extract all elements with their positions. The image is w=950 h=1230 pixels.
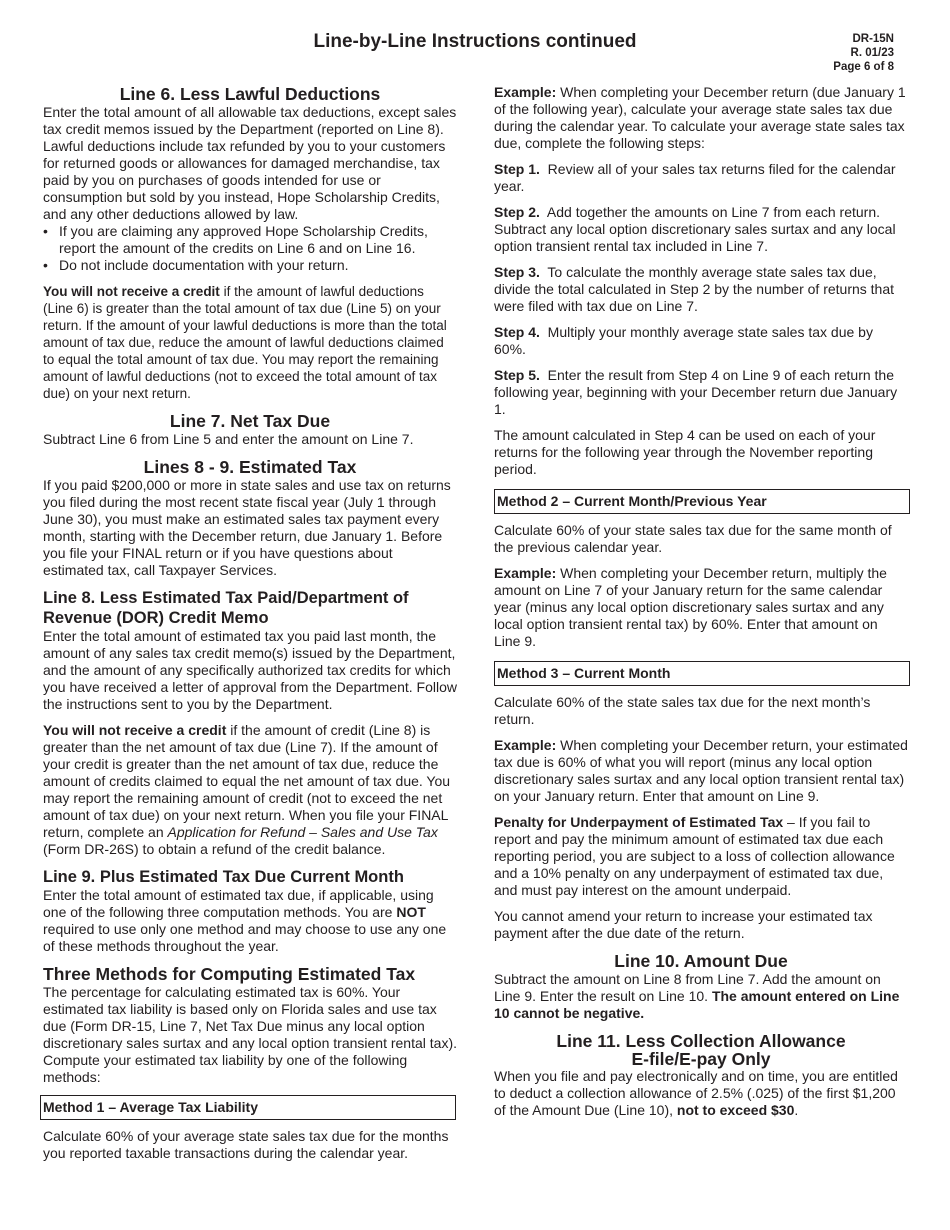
step1	[494, 161, 908, 195]
form-identifier	[833, 32, 894, 74]
penalty-text: – If you fail to report and pay the minimum amount of estimated tax due each reporting period, you are subject to a loss of collection allowance and a 10% penalty on any underpayment of estimated tax due, and must pay interest on the amount underpaid.	[494, 814, 895, 898]
three-methods-paragraph: The percentage for calculating estimated tax is 60%. Your estimated tax liability is based only on Florida sales and use tax due (Form DR-15, Line 7, Net Tax Due minus any local option discretionary sales surtax and any local option transient rental tax). Compute your estimated tax liability by one of the following methods:	[43, 984, 457, 1085]
line9-text-a: Enter the total amount of estimated tax due, if applicable, using one of the following three computation methods. You are	[43, 887, 434, 920]
line11-text: When you file and pay electronically and on time, you are entitled to deduct a collection allowance of 2.5% (.025) of the first $1,200 of the Amount Due (Line 10),	[494, 1068, 898, 1118]
method1-paragraph: Calculate 60% of your average state sales tax due for the months you reported taxable transactions during the calendar year.	[43, 1128, 449, 1161]
line6-bullet-documentation: • Do not include documentation with your return.	[59, 257, 457, 274]
example1-text: When completing your December return (due January 1 of the following year), calculate your average state sales tax due during the calendar year. To calculate your average state sales tax due, complete the following steps:	[494, 84, 906, 151]
line9-heading: Line 9. Plus Estimated Tax Due Current Month	[43, 868, 404, 886]
line9-text-b: required to use only one method and may choose to use any one of these methods throughout the year.	[43, 921, 447, 954]
left-column	[43, 84, 457, 1171]
line7-paragraph: Subtract Line 6 from Line 5 and enter the amount on Line 7.	[43, 431, 414, 447]
line6-paragraph: Enter the total amount of all allowable tax deductions, except sales tax credit memos issued by the Department (reported on Line 8). Lawful deductions include tax refunded by you to your customers for returned goods or allowances for damaged merchandise, tax paid by you on purchases of goods intended for use or consumption but sold by you instead, Hope Scholarship Credits, and any other deductions allowed by law.	[43, 104, 457, 222]
line8-paragraph: Enter the total amount of estimated tax you paid last month, the amount of any sales tax credit memo(s) issued by the Department, and the amount of any specifically authorized tax credits for which you have received a letter of approval from the Department. Follow the instructions sent to you by the Department.	[43, 628, 457, 712]
line6-heading: Line 6. Less Lawful Deductions	[119, 84, 381, 104]
method1-box: Method 1 – Average Tax Liability	[40, 1095, 456, 1120]
line8-credit-note-text: if the amount of credit (Line 8) is greater than the net amount of tax due (Line 7). If the amount of your credit is greater than the net amount of tax due, reduce the amount of credits claimed to equal the net amount of tax due. You may report the remaining amount of credit (not to exceed the net amount of tax due) on your next return. When you file your FINAL return, complete an	[43, 722, 451, 840]
method1-example	[494, 84, 908, 152]
method2-box: Method 2 – Current Month/Previous Year	[494, 489, 910, 514]
line8-credit-note	[43, 722, 457, 858]
step2-text: Add together the amounts on Line 7 from each return. Subtract any local option discretionary sales surtax and any local option transient rental tax included in Line 7.	[494, 204, 900, 254]
line6-bullet-list	[43, 223, 457, 274]
step3-text: To calculate the monthly average state sales tax due, divide the total calculated in Step 2 by the number of returns that were filed with tax due on Line 7.	[494, 264, 898, 314]
step-note: The amount calculated in Step 4 can be used on each of your returns for the following year through the November reporting period.	[494, 427, 876, 477]
example1-label: Example:	[494, 84, 557, 100]
step5	[494, 367, 908, 418]
line8-credit-note-bold: You will not receive a credit	[43, 722, 227, 738]
line11-heading-line1: Line 11. Less Collection Allowance	[556, 1031, 846, 1051]
example2-label: Example:	[494, 565, 557, 581]
form-number: DR-15N	[852, 33, 894, 45]
line11-paragraph	[494, 1068, 908, 1119]
line6-credit-note-bold: You will not receive a credit	[43, 284, 220, 299]
method3-paragraph: Calculate 60% of the state sales tax due for the next month’s return.	[494, 694, 871, 727]
line10-warning: The amount entered on Line 10 cannot be negative.	[494, 988, 900, 1021]
example3-label: Example:	[494, 737, 557, 753]
line7-heading: Line 7. Net Tax Due	[169, 411, 331, 431]
method2-paragraph: Calculate 60% of your state sales tax due for the same month of the previous calendar year.	[494, 522, 892, 555]
step4-text: Multiply your monthly average state sales tax due by 60%.	[494, 324, 877, 357]
page-number: Page 6 of 8	[833, 61, 894, 73]
line6-bullet-hope-scholarship: • If you are claiming any approved Hope Scholarship Credits, report the amount of the credits on Line 6 and on Line 16.	[59, 223, 457, 257]
step3-label: Step 3.	[494, 264, 540, 280]
refund-form-title: Application for Refund – Sales and Use Tax	[167, 824, 438, 840]
method2-example	[494, 565, 908, 650]
amend-note: You cannot amend your return to increase your estimated tax payment after the due date of the return.	[494, 908, 873, 941]
line11-text-end: .	[794, 1102, 799, 1118]
step1-label: Step 1.	[494, 161, 540, 177]
three-methods-heading: Three Methods for Computing Estimated Tax	[43, 964, 416, 984]
line10-paragraph	[494, 971, 908, 1022]
step2-label: Step 2.	[494, 204, 540, 220]
method3-box: Method 3 – Current Month	[494, 661, 910, 686]
line6-credit-note-text: if the amount of lawful deductions (Line 6) is greater than the total amount of tax due (Line 5) on your return. If the amount of your lawful deductions is more than the total amount of tax due, reduce the amount of lawful deductions claimed to equal the total amount of tax due. You may report the remaining amount of lawful deductions (not to exceed the total amount of tax due) on your next return.	[43, 284, 447, 401]
form-revision: R. 01/23	[850, 47, 894, 59]
step2	[494, 204, 908, 255]
step4-label: Step 4.	[494, 324, 540, 340]
line9-paragraph	[43, 887, 457, 955]
line8-heading: Line 8. Less Estimated Tax Paid/Department of Revenue (DOR) Credit Memo	[43, 589, 409, 627]
line9-not-bold: NOT	[396, 904, 426, 920]
example2-text: When completing your December return, multiply the amount on Line 7 of your January return for the same calendar year (minus any local option discretionary sales surtax and any local option transient rental tax) by 60%. Enter that amount on Line 9.	[494, 565, 887, 649]
page-title: Line-by-Line Instructions continued	[313, 31, 637, 52]
line10-heading: Line 10. Amount Due	[614, 951, 788, 971]
line11-limit: not to exceed $30	[676, 1102, 795, 1118]
line11-heading-line2: E-file/E-pay Only	[631, 1049, 771, 1069]
step3	[494, 264, 908, 315]
lines8-9-paragraph: If you paid $200,000 or more in state sales and use tax on returns you filed during the most recent state fiscal year (July 1 through June 30), you must make an estimated sales tax payment every month, starting with the December return, due January 1. Before you file your FINAL return or if you have questions about estimated tax, call Taxpayer Services.	[43, 477, 451, 578]
step4	[494, 324, 908, 358]
penalty-label: Penalty for Underpayment of Estimated Tax	[494, 814, 784, 830]
step5-text: Enter the result from Step 4 on Line 9 of each return the following year, beginning with your December return due January 1.	[494, 367, 902, 417]
example3-text: When completing your December return, your estimated tax due is 60% of what you will report (minus any local option discretionary sales surtax and any local option transient rental tax) on your January return. Enter that amount on Line 9.	[494, 737, 908, 804]
step1-text: Review all of your sales tax returns filed for the calendar year.	[494, 161, 900, 194]
line11-heading	[494, 1032, 908, 1068]
penalty-paragraph	[494, 814, 908, 899]
line10-text: Subtract the amount on Line 8 from Line 7. Add the amount on Line 9. Enter the result on Line 10.	[494, 971, 881, 1004]
line6-credit-note	[43, 283, 457, 402]
method3-example	[494, 737, 908, 805]
step5-label: Step 5.	[494, 367, 540, 383]
lines8-9-heading: Lines 8 - 9. Estimated Tax	[143, 457, 357, 477]
right-column	[494, 84, 908, 1128]
line8-credit-note-end: (Form DR-26S) to obtain a refund of the credit balance.	[43, 841, 386, 857]
